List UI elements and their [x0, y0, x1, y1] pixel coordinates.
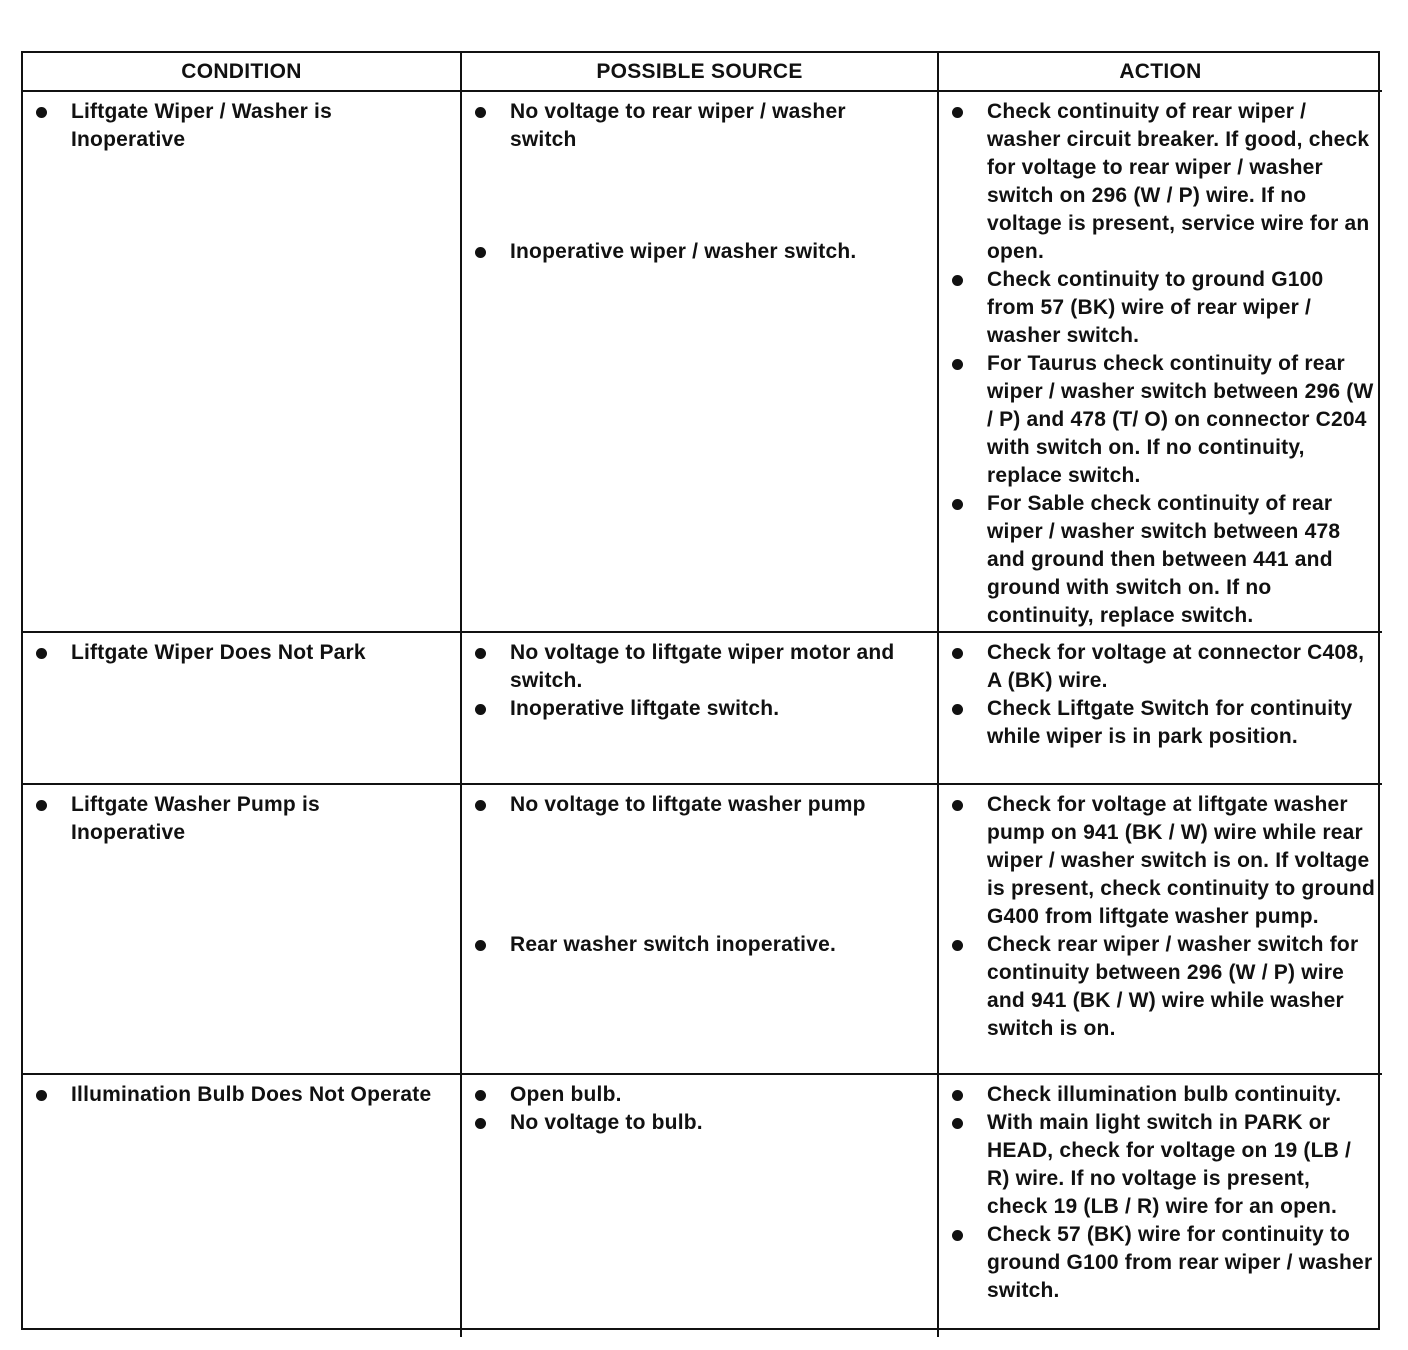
action-item: Check Liftgate Switch for continuity while wiper is in park position. [939, 695, 1382, 751]
action-item: Check for voltage at connector C408, A (BK) wire. [939, 639, 1382, 695]
condition-item: Liftgate Washer Pump is Inoperative [23, 791, 460, 847]
header-possible-source: POSSIBLE SOURCE [461, 53, 938, 91]
action-item: Check illumination bulb continuity. [939, 1081, 1382, 1109]
condition-cell [23, 1074, 461, 1337]
table-row [23, 1074, 1382, 1337]
action-item: For Sable check continuity of rear wiper / washer switch between 478 and ground then between 441 and ground with switch on. If no continuity, replace switch. [939, 490, 1382, 630]
source-item: Inoperative wiper / washer switch. [462, 238, 937, 266]
table-row [23, 784, 1382, 1074]
action-item: Check for voltage at liftgate washer pump on 941 (BK / W) wire while rear wiper / washer switch is on. If voltage is present, check continuity to ground G400 from liftgate washer pump. [939, 791, 1382, 931]
source-item: No voltage to rear wiper / washer switch [462, 98, 937, 154]
action-item: For Taurus check continuity of rear wiper / washer switch between 296 (W / P) and 478 (T/ O) on connector C204 with switch on. If no continuity, replace switch. [939, 350, 1382, 490]
source-item: Inoperative liftgate switch. [462, 695, 937, 723]
condition-cell [23, 91, 461, 632]
table-row [23, 91, 1382, 632]
source-cell [461, 1074, 938, 1337]
source-item: No voltage to liftgate wiper motor and switch. [462, 639, 937, 695]
condition-item: Liftgate Wiper / Washer is Inoperative [23, 98, 460, 154]
action-cell [938, 632, 1382, 784]
action-cell [938, 91, 1382, 632]
source-item: Open bulb. [462, 1081, 937, 1109]
action-item: Check continuity of rear wiper / washer circuit breaker. If good, check for voltage to rear wiper / washer switch on 296 (W / P) wire. If no voltage is present, service wire for an open. [939, 98, 1382, 266]
condition-item: Liftgate Wiper Does Not Park [23, 639, 460, 667]
action-item: With main light switch in PARK or HEAD, check for voltage on 19 (LB / R) wire. If no voltage is present, check 19 (LB / R) wire for an open. [939, 1109, 1382, 1221]
troubleshooting-table-frame [21, 51, 1380, 1330]
source-cell [461, 784, 938, 1074]
action-cell [938, 784, 1382, 1074]
source-item: No voltage to bulb. [462, 1109, 937, 1137]
action-item: Check continuity to ground G100 from 57 (BK) wire of rear wiper / washer switch. [939, 266, 1382, 350]
condition-item: Illumination Bulb Does Not Operate [23, 1081, 460, 1109]
header-action: ACTION [938, 53, 1382, 91]
troubleshooting-table [23, 53, 1382, 1337]
condition-cell [23, 632, 461, 784]
source-cell [461, 91, 938, 632]
action-cell [938, 1074, 1382, 1337]
source-item: No voltage to liftgate washer pump [462, 791, 937, 819]
header-condition: CONDITION [23, 53, 461, 91]
source-item: Rear washer switch inoperative. [462, 931, 937, 959]
header-row [23, 53, 1382, 91]
table-row [23, 632, 1382, 784]
action-item: Check rear wiper / washer switch for continuity between 296 (W / P) wire and 941 (BK / W) wire while washer switch is on. [939, 931, 1382, 1043]
action-item: Check 57 (BK) wire for continuity to ground G100 from rear wiper / washer switch. [939, 1221, 1382, 1305]
condition-cell [23, 784, 461, 1074]
source-cell [461, 632, 938, 784]
